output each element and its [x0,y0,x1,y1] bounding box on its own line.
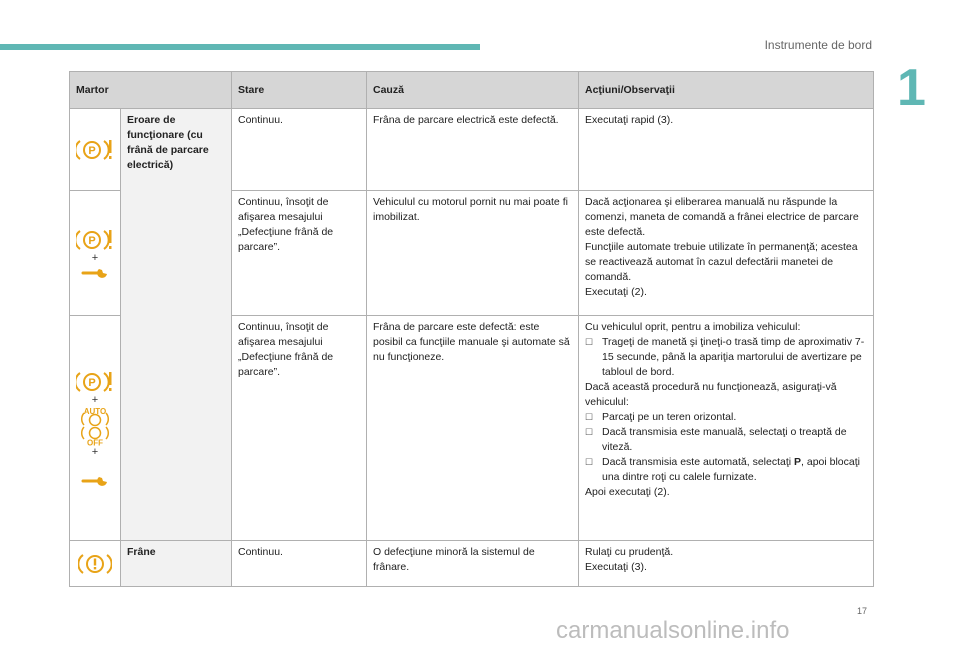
martor-cell [70,109,121,191]
state-group-cell: Eroare de funcţionare (cu frână de parcare electrică) [121,109,232,541]
svg-text:P: P [88,235,96,247]
column-header-cauza: Cauză [367,72,579,109]
actiuni-paragraph: Executaţi (2). [585,286,647,298]
actiuni-cell [579,191,874,316]
bullet-item: ☐ Parcaţi pe un teren orizontal. [585,410,867,425]
actiuni-paragraph: Rulaţi cu prudenţă. [585,546,674,558]
actiuni-cell: Executaţi rapid (3). [579,109,874,191]
page-number: 17 [857,606,868,616]
actiuni-cell [579,316,874,541]
actiuni-paragraph: Apoi executaţi (2). [585,486,670,498]
svg-text:P: P [88,144,96,157]
watermark: carmanualsonline.info [556,617,790,644]
column-header-actiuni: Acţiuni/Observaţii [579,72,874,109]
martor-cell [70,541,121,587]
auto-parking-icon [76,406,114,426]
plus-sign: + [91,446,99,458]
bullet-list [585,410,867,485]
actiuni-paragraph: Funcţiile automate trebuie utilizate în permanenţă; acestea se reactivează automat în cazul defectării manetei de comandă. [585,241,858,283]
martor-cell [70,316,121,541]
warning-lights-table [69,71,874,587]
wrench-icon [76,472,114,486]
header-accent-bar [0,44,480,50]
auto-label: AUTO [83,407,107,416]
cauza-cell: Vehiculul cu motorul pornit nu mai poate fi imobilizat. [367,191,579,316]
actiuni-paragraph: Dacă acţionarea şi eliberarea manuală nu răspunde la comenzi, maneta de comandă a frânei electrice de parcare este defectă. [585,196,859,238]
column-header-martor: Martor [70,72,232,109]
table-header-row [70,72,874,109]
svg-text:P: P [88,377,96,389]
gear-p-label: P [794,456,802,468]
table-row [70,541,874,587]
actiuni-paragraph: Cu vehiculul oprit, pentru a imobiliza vehiculul: [585,321,801,333]
off-label: OFF [87,438,103,446]
actiuni-paragraph: Dacă această procedură nu funcţionează, asiguraţi-vă vehiculul: [585,381,837,408]
wrench-icon [76,264,114,278]
brake-fault-icon [76,552,114,576]
bullet-item: ☐ Dacă transmisia este manuală, selectaţi o treaptă de viteză. [585,425,867,455]
cauza-cell: Frâna de parcare electrică este defectă. [367,109,579,191]
actiuni-cell [579,541,874,587]
stare-cell: Continuu, însoţit de afişarea mesajului „Defecţiune frână de parcare”. [232,191,367,316]
bullet-item: ☐ Trageţi de manetă şi ţineţi-o trasă timp de aproximativ 7-15 secunde, până la apariţia martorului de avertizare pe tabloul de bord. [585,335,867,380]
cauza-cell: Frâna de parcare este defectă: este posibil ca funcţiile manuale şi automate să nu funcţioneze. [367,316,579,541]
chapter-number: 1 [897,59,926,117]
state-cell: Frâne [121,541,232,587]
off-parking-icon [76,426,114,446]
parking-brake-fault-icon [76,370,114,394]
parking-brake-fault-icon [76,138,114,162]
plus-sign: + [91,252,99,264]
column-header-stare: Stare [232,72,367,109]
actiuni-paragraph: Executaţi (3). [585,561,647,573]
cauza-cell: O defecţiune minoră la sistemul de frânare. [367,541,579,587]
bullet-list [585,335,867,380]
bullet-text: Dacă transmisia este automată, selectaţi [602,456,795,468]
table-row [70,109,874,191]
plus-sign: + [91,394,99,406]
martor-cell [70,191,121,316]
stare-cell: Continuu. [232,109,367,191]
bullet-text: , apoi blocaţi una dintre roţi cu calele furnizate. [602,456,860,483]
parking-brake-fault-icon [76,228,114,252]
stare-cell: Continuu. [232,541,367,587]
bullet-item [585,455,867,485]
stare-cell: Continuu, însoţit de afişarea mesajului „Defecţiune frână de parcare”. [232,316,367,541]
chapter-title: Instrumente de bord [764,38,872,52]
